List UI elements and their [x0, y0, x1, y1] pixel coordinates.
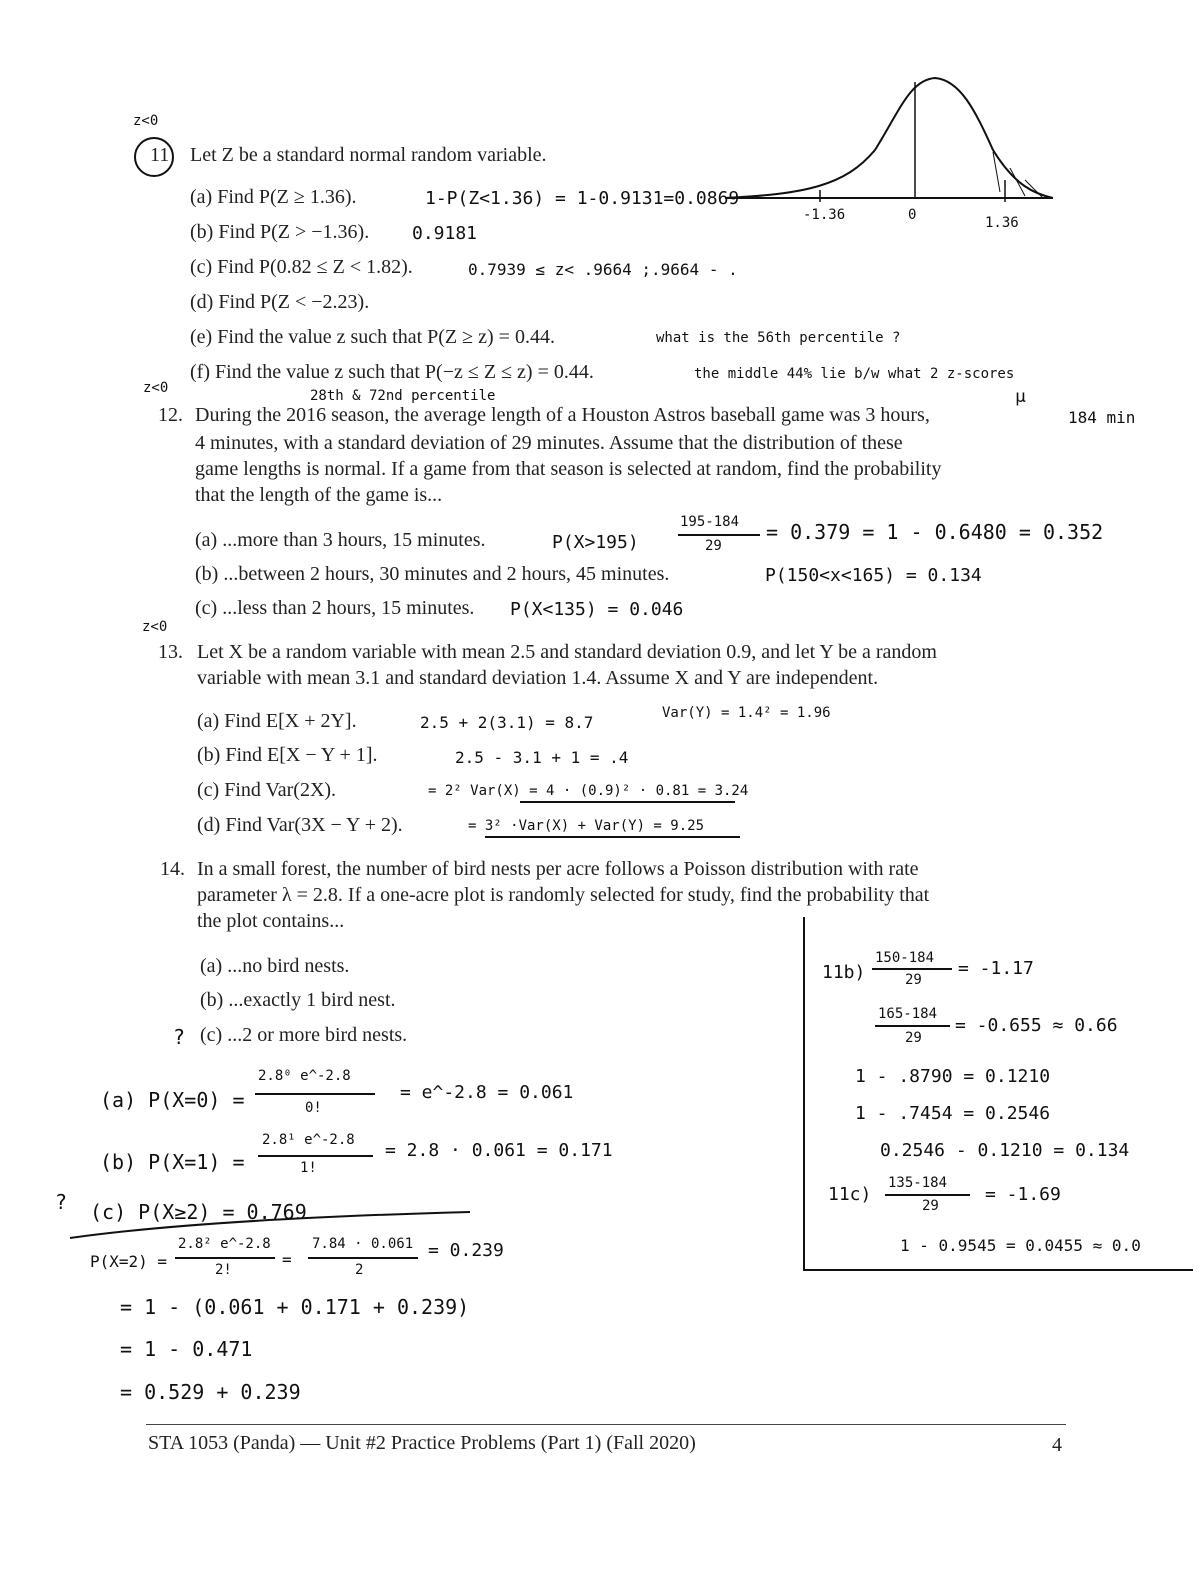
q14-work-p2-rhs: = 0.239	[428, 1240, 504, 1261]
q13-d-underline	[485, 836, 740, 838]
q14-work-p2-mid-bar	[308, 1257, 418, 1259]
q12-mu-note: μ	[1015, 386, 1026, 407]
side-b1-rhs: = -1.17	[958, 958, 1034, 979]
q14-work-a-bar	[255, 1093, 375, 1095]
side-b2-bar	[875, 1025, 950, 1027]
sketch-label-left: -1.36	[803, 207, 846, 223]
q11-part-d: (d) Find P(Z < −2.23).	[190, 291, 370, 313]
q14-text-line-1: In a small forest, the number of bird nests per acre follows a Poisson distribution with rate	[197, 858, 919, 880]
margin-note-12: z<0	[143, 380, 169, 396]
footer-rule	[146, 1424, 1066, 1425]
side-b2-rhs: = -0.655 ≈ 0.66	[955, 1015, 1118, 1036]
side-c1-den: 29	[922, 1198, 939, 1214]
q14-work-p2-bar	[175, 1257, 275, 1259]
q12-a-work-2: = 0.379 = 1 - 0.6480 = 0.352	[766, 520, 1104, 544]
q14-part-c: (c) ...2 or more bird nests.	[200, 1024, 408, 1046]
q14-work-b-bar	[258, 1155, 373, 1157]
q14-work-a-rhs: = e^-2.8 = 0.061	[400, 1082, 574, 1103]
side-c2: 1 - 0.9545 = 0.0455 ≈ 0.0	[900, 1236, 1141, 1255]
q11-part-a: (a) Find P(Z ≥ 1.36).	[190, 186, 357, 208]
q11-part-e: (e) Find the value z such that P(Z ≥ z) = 0.44.	[190, 326, 555, 348]
side-11b-label: 11b)	[822, 962, 866, 983]
side-b1-den: 29	[905, 972, 922, 988]
q14-text-line-2: parameter λ = 2.8. If a one-acre plot is randomly selected for study, find the probability that	[197, 884, 930, 906]
side-b5: 0.2546 - 0.1210 = 0.134	[880, 1140, 1130, 1161]
question-13-number: 13.	[158, 641, 183, 663]
q11-part-b: (b) Find P(Z > −1.36).	[190, 221, 370, 243]
q13-part-c: (c) Find Var(2X).	[197, 779, 337, 801]
question-12-number: 12.	[158, 404, 183, 426]
q13-b-work: 2.5 - 3.1 + 1 = .4	[455, 748, 629, 767]
q11-f-work: the middle 44% lie b/w what 2 z-scores	[694, 366, 1015, 382]
q12-a-work-1: P(X>195)	[552, 532, 639, 553]
q14-part-b: (b) ...exactly 1 bird nest.	[200, 989, 396, 1011]
q13-text-line-2: variable with mean 3.1 and standard deviation 1.4. Assume X and Y are independent.	[197, 667, 879, 689]
q12-a-frac-num: 195-184	[680, 514, 740, 530]
q14-work-p2-equals: =	[282, 1250, 292, 1269]
q14-work-line-2: = 1 - 0.471	[120, 1337, 253, 1361]
q14-text-line-3: the plot contains...	[197, 910, 345, 932]
q14-work-c: (c) P(X≥2) = 0.769	[90, 1200, 307, 1224]
q13-c-work: = 2² Var(X) = 4 · (0.9)² · 0.81 = 3.24	[428, 783, 749, 799]
question-14-number: 14.	[160, 858, 185, 880]
q14-work-c-mark: ?	[55, 1190, 68, 1214]
q11-f-work-2: 28th & 72nd percentile	[310, 388, 496, 404]
q11-a-work: 1-P(Z<1.36) = 1-0.9131=0.0869	[425, 188, 740, 209]
q14-work-p2-mid-num: 7.84 · 0.061	[312, 1236, 414, 1252]
footer-title: STA 1053 (Panda) — Unit #2 Practice Problems (Part 1) (Fall 2020)	[148, 1432, 696, 1454]
q12-a-frac-den: 29	[705, 538, 722, 554]
q14-c-mark: ?	[173, 1025, 186, 1049]
q14-work-line-1: = 1 - (0.061 + 0.171 + 0.239)	[120, 1295, 470, 1319]
side-c1-bar	[885, 1194, 970, 1196]
q11-part-f: (f) Find the value z such that P(−z ≤ Z ≤ z) = 0.44.	[190, 361, 594, 383]
q14-work-a-num: 2.8⁰ e^-2.8	[258, 1068, 351, 1084]
q12-text-line-2: 4 minutes, with a standard deviation of 29 minutes. Assume that the distribution of these	[195, 432, 903, 454]
q12-c-work: P(X<135) = 0.046	[510, 599, 684, 620]
q14-work-a-den: 0!	[305, 1100, 322, 1116]
q14-work-a-lhs: (a) P(X=0) =	[100, 1088, 245, 1112]
side-b3: 1 - .8790 = 0.1210	[855, 1066, 1051, 1087]
side-work-bottom-rule	[803, 1269, 1193, 1271]
q14-part-a: (a) ...no bird nests.	[200, 955, 350, 977]
side-c1-rhs: = -1.69	[985, 1184, 1061, 1205]
q12-part-c: (c) ...less than 2 hours, 15 minutes.	[195, 597, 475, 619]
q14-work-c-divider	[70, 1210, 490, 1240]
q12-part-a: (a) ...more than 3 hours, 15 minutes.	[195, 529, 486, 551]
sketch-label-center: 0	[908, 207, 917, 223]
margin-note-13: z<0	[142, 619, 168, 635]
question-11-intro: Let Z be a standard normal random variable.	[190, 144, 547, 166]
q13-part-a: (a) Find E[X + 2Y].	[197, 710, 357, 732]
side-11c-label: 11c)	[828, 1184, 872, 1205]
q14-work-b-den: 1!	[300, 1160, 317, 1176]
q11-c-work: 0.7939 ≤ z< .9664 ;.9664 - .	[468, 260, 738, 279]
q13-var-note: Var(Y) = 1.4² = 1.96	[662, 705, 831, 721]
q11-e-work: what is the 56th percentile ?	[656, 330, 901, 346]
q13-part-b: (b) Find E[X − Y + 1].	[197, 744, 378, 766]
q12-part-b: (b) ...between 2 hours, 30 minutes and 2 hours, 45 minutes.	[195, 563, 670, 585]
side-b1-num: 150-184	[875, 950, 935, 966]
q11-part-c: (c) Find P(0.82 ≤ Z < 1.82).	[190, 256, 413, 278]
q13-a-work: 2.5 + 2(3.1) = 8.7	[420, 713, 594, 732]
side-b1-bar	[872, 968, 952, 970]
q13-text-line-1: Let X be a random variable with mean 2.5 and standard deviation 0.9, and let Y be a random	[197, 641, 937, 663]
q12-a-frac-bar	[678, 534, 760, 536]
q14-work-p2-lhs: P(X=2) =	[90, 1252, 168, 1271]
side-b2-num: 165-184	[878, 1006, 938, 1022]
sketch-label-right: 1.36	[985, 215, 1019, 231]
q12-text-line-1: During the 2016 season, the average length of a Houston Astros baseball game was 3 hours,	[195, 404, 930, 426]
q12-text-line-3: game lengths is normal. If a game from that season is selected at random, find the probability	[195, 458, 942, 480]
q14-work-b-lhs: (b) P(X=1) =	[100, 1150, 245, 1174]
side-b2-den: 29	[905, 1030, 922, 1046]
q14-work-p2-den: 2!	[215, 1262, 232, 1278]
q14-work-b-num: 2.8¹ e^-2.8	[262, 1132, 355, 1148]
q14-work-p2-mid-den: 2	[355, 1262, 364, 1278]
side-b4: 1 - .7454 = 0.2546	[855, 1103, 1051, 1124]
q12-min-note: 184 min	[1068, 408, 1136, 427]
normal-curve-sketch	[725, 70, 1055, 230]
q12-text-line-4: that the length of the game is...	[195, 484, 443, 506]
side-c1-num: 135-184	[888, 1175, 948, 1191]
q12-b-work: P(150<x<165) = 0.134	[765, 565, 982, 586]
q14-work-p2-num: 2.8² e^-2.8	[178, 1236, 271, 1252]
q14-work-line-3: = 0.529 + 0.239	[120, 1380, 301, 1404]
q14-work-b-rhs: = 2.8 · 0.061 = 0.171	[385, 1140, 613, 1161]
page-number: 4	[1052, 1434, 1062, 1456]
q13-part-d: (d) Find Var(3X − Y + 2).	[197, 814, 403, 836]
side-work-vertical-rule	[803, 917, 805, 1271]
q11-b-work: 0.9181	[412, 223, 478, 244]
question-11-number: 11	[150, 144, 170, 166]
q13-c-underline	[520, 801, 735, 803]
q13-d-work: = 3² ·Var(X) + Var(Y) = 9.25	[468, 818, 705, 834]
margin-note-11: z<0	[133, 113, 159, 129]
